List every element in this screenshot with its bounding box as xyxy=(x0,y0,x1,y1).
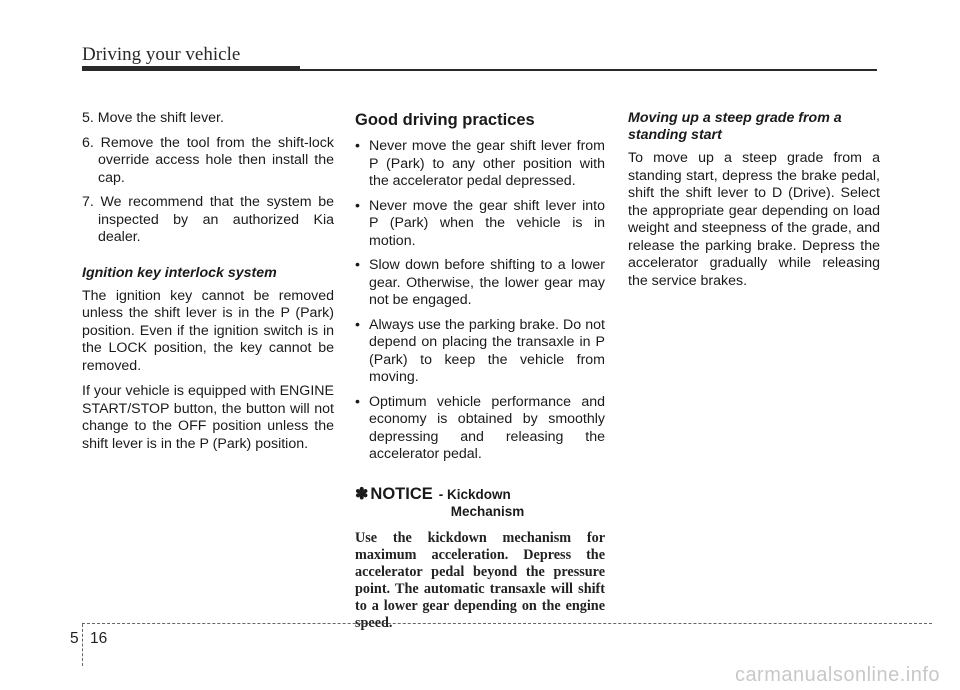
page-number: 16 xyxy=(90,630,108,647)
chapter-number: 5 xyxy=(70,630,79,647)
shift-release-steps xyxy=(82,110,334,247)
practice-item: • Slow down before shifting to a lower gear. Otherwise, the lower gear may not be engaged. xyxy=(355,257,605,308)
good-driving-heading: Good driving practices xyxy=(355,111,535,129)
ignition-interlock-paragraph-2: If your vehicle is equipped with ENGINE START/STOP button, the button will not change to the OFF position unless the shift lever is in the P (Park) position. xyxy=(82,383,334,452)
column-right xyxy=(628,110,880,298)
steep-grade-paragraph: To move up a steep grade from a standing start, depress the brake pedal, shift the shift lever to D (Drive). Select the appropriate gear depending on load weight and steepness of the grade, and release the parking brake. Depress the accelerator gradually while releasing the service brakes. xyxy=(628,150,880,289)
notice-topic: - Kickdown Mechanism xyxy=(438,486,525,519)
column-left xyxy=(82,110,334,461)
practice-item: • Optimum vehicle performance and economy is obtained by smoothly depressing and releasing the accelerator pedal. xyxy=(355,393,605,462)
bullet-icon: • xyxy=(355,138,360,154)
notice-header xyxy=(355,486,605,520)
notice-body: Use the kickdown mechanism for maximum acceleration. Depress the accelerator pedal beyond the pressure point. The automatic transaxle will shift to a lower gear depending on the engine speed. xyxy=(355,529,605,631)
watermark: carmanualsonline.info xyxy=(734,664,940,686)
ignition-interlock-paragraph-1: The ignition key cannot be removed unless the shift lever is in the P (Park) position. Even if the ignition switch is in the LOCK position, the key cannot be removed. xyxy=(82,287,334,374)
footer-rule xyxy=(82,623,932,624)
footer-divider xyxy=(82,624,83,666)
header-rule-thin xyxy=(300,69,877,71)
ignition-interlock-heading: Ignition key interlock system xyxy=(82,264,277,281)
notice-star-icon: ✽ xyxy=(355,485,369,503)
step-item: 5. Move the shift lever. xyxy=(82,110,224,126)
practice-item: • Never move the gear shift lever from P (Park) to any other position with the accelerator pedal depressed. xyxy=(355,138,605,189)
bullet-icon: • xyxy=(355,197,360,214)
page-header-title: Driving your vehicle xyxy=(82,44,241,65)
bullet-icon: • xyxy=(355,393,360,410)
bullet-icon: • xyxy=(355,257,360,273)
steep-grade-heading: Moving up a steep grade from a standing start xyxy=(628,110,842,143)
notice-box xyxy=(355,486,605,632)
column-middle xyxy=(355,110,605,632)
driving-practices-list xyxy=(355,138,605,464)
practice-item: • Always use the parking brake. Do not depend on placing the transaxle in P (Park) to keep the vehicle from moving. xyxy=(355,316,605,385)
step-item: 7. We recommend that the system be inspected by an authorized Kia dealer. xyxy=(82,194,334,245)
notice-label: NOTICE xyxy=(370,484,433,503)
practice-item: • Never move the gear shift lever into P (Park) when the vehicle is in motion. xyxy=(355,197,605,249)
bullet-icon: • xyxy=(355,316,360,333)
header-rule-thick xyxy=(82,66,300,71)
step-item: 6. Remove the tool from the shift-lock override access hole then install the cap. xyxy=(82,134,334,186)
